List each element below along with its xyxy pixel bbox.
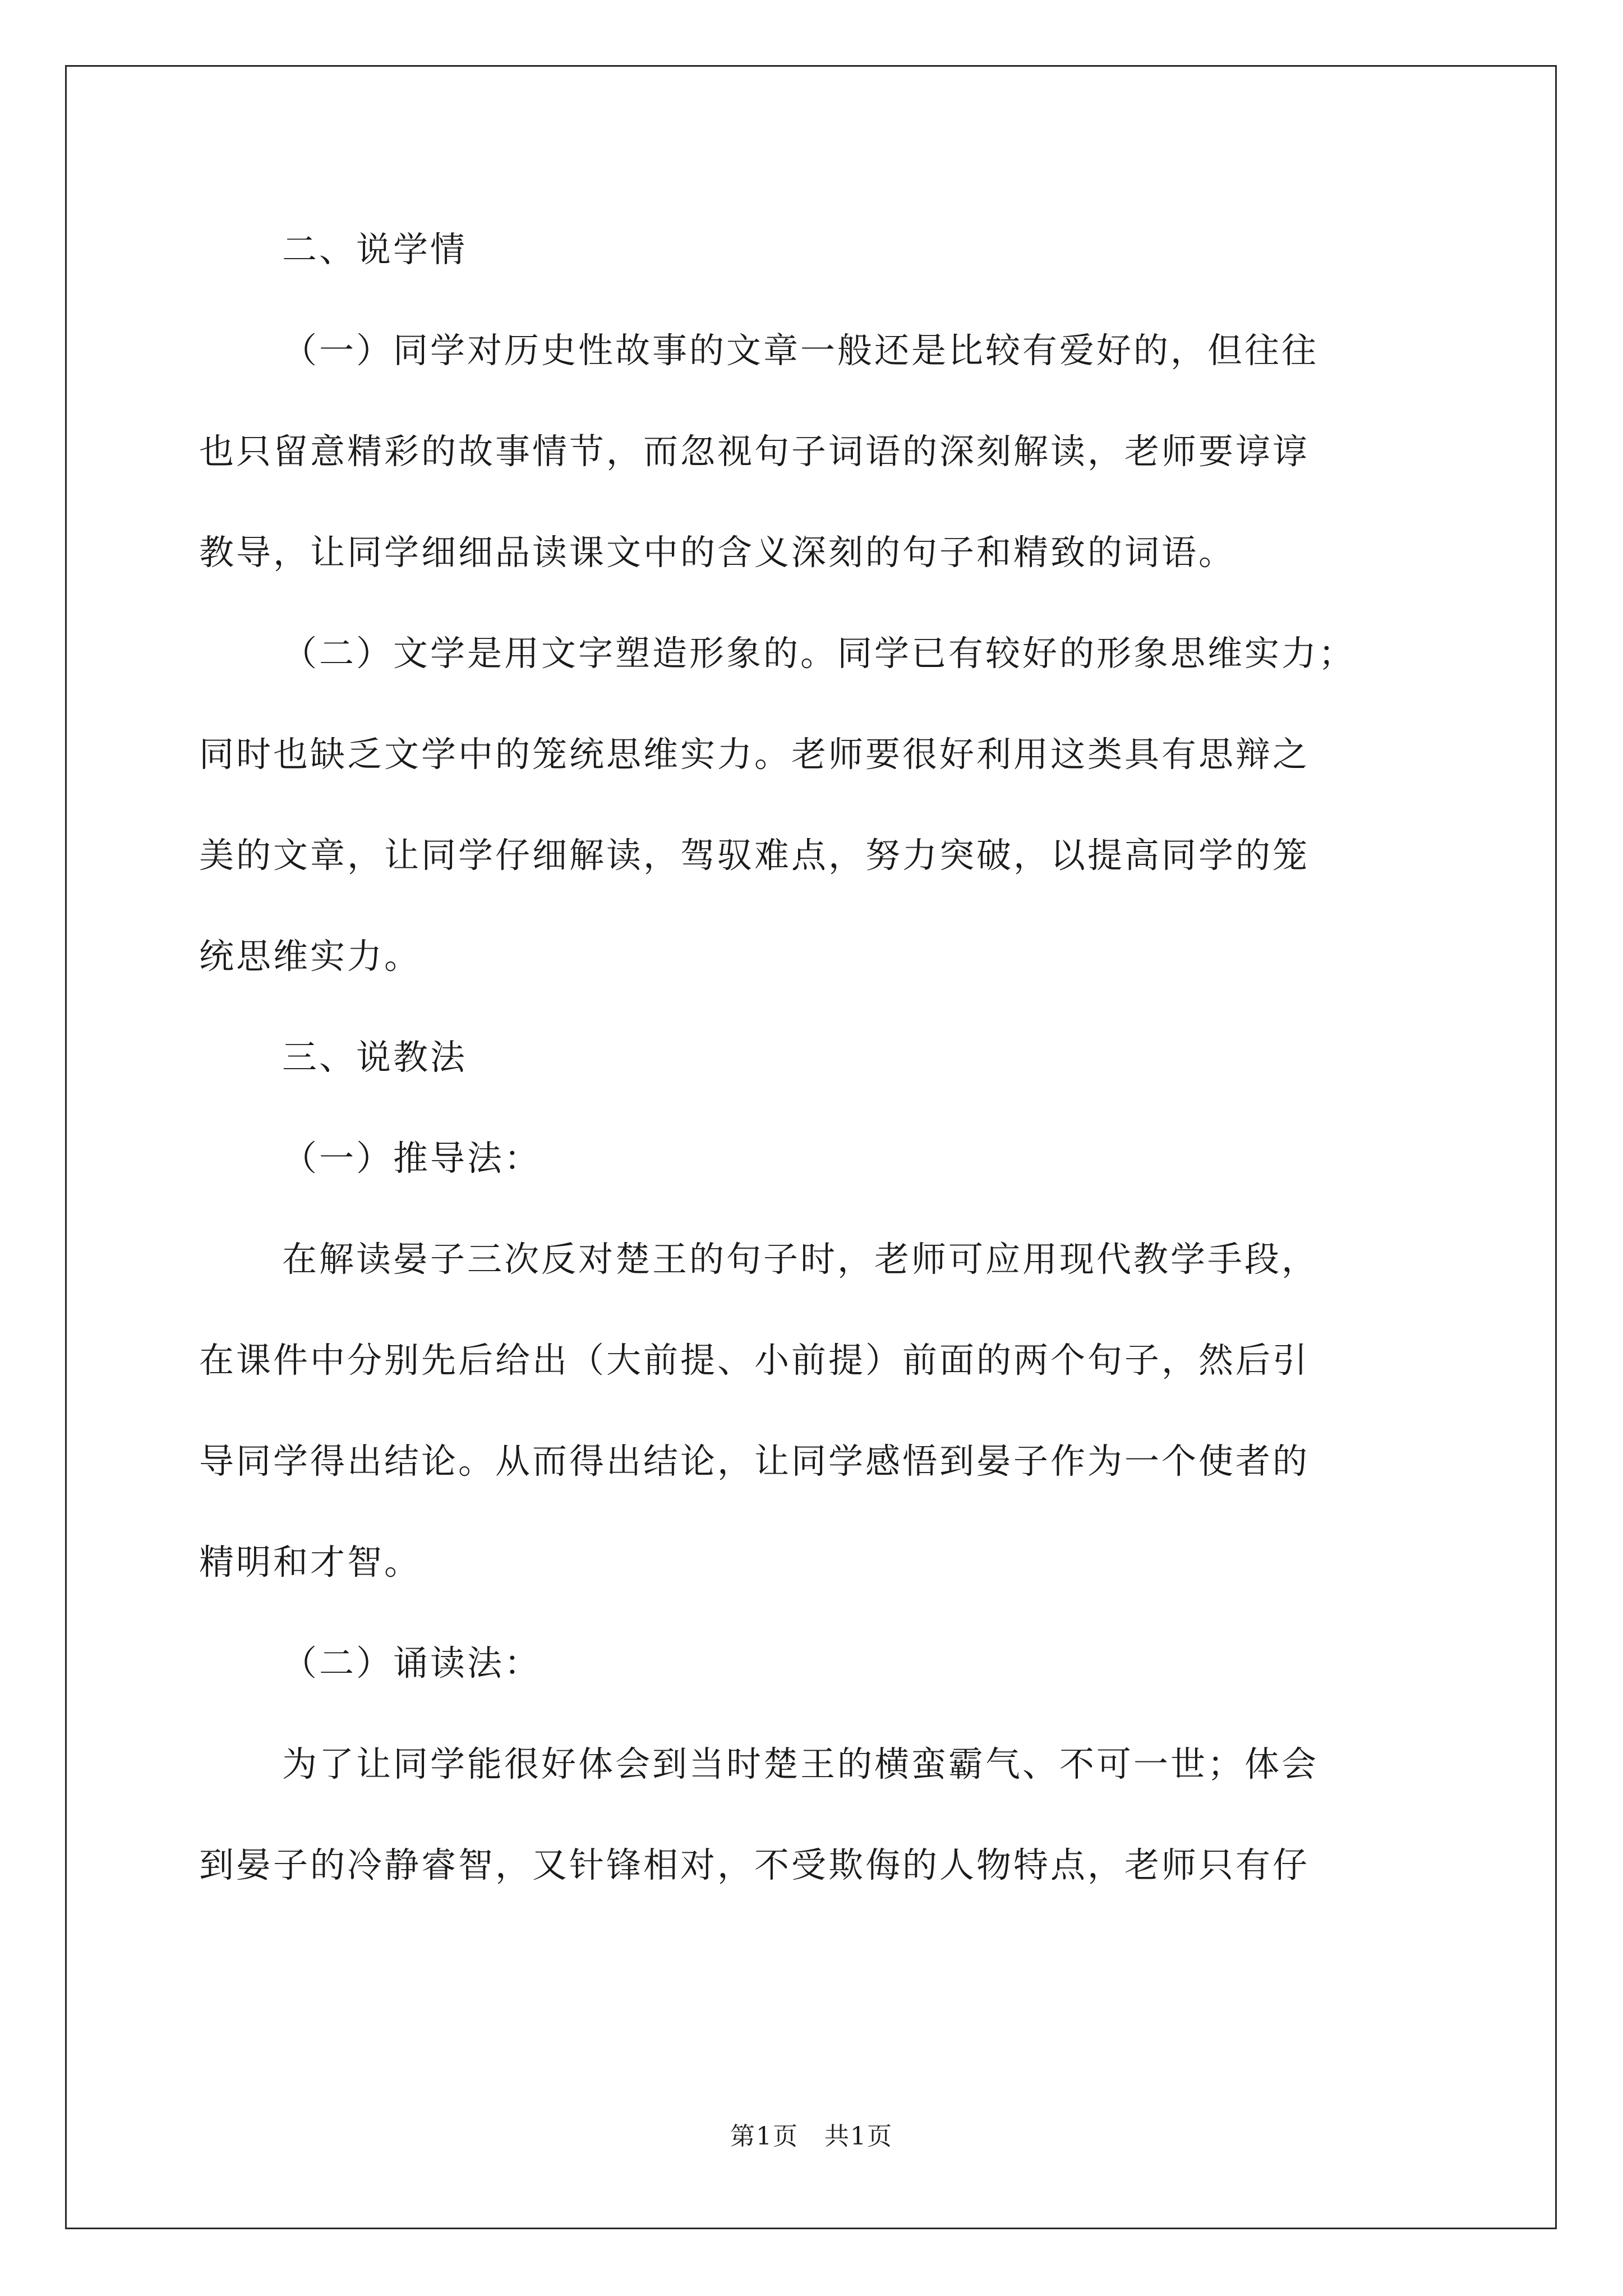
paragraph-line: 精明和才智。	[199, 1542, 422, 1582]
paragraph-line: 统思维实力。	[199, 936, 422, 977]
paragraph-line: （二）文学是用文字塑造形象的。同学已有较好的形象思维实力；	[282, 633, 1356, 674]
section-heading: 二、说学情	[282, 229, 468, 270]
paragraph-line: 在课件中分别先后给出（大前提、小前提）前面的两个句子，然后引	[199, 1340, 1310, 1381]
paragraph-line: 导同学得出结论。从而得出结论，让同学感悟到晏子作为一个使者的	[199, 1441, 1310, 1481]
paragraph-line: 同时也缺乏文学中的笼统思维实力。老师要很好利用这类具有思辩之	[199, 734, 1310, 775]
paragraph-line: 美的文章，让同学仔细解读，驾驭难点，努力突破，以提高同学的笼	[199, 835, 1310, 876]
paragraph-line: 也只留意精彩的故事情节，而忽视句子词语的深刻解读，老师要谆谆	[199, 431, 1310, 472]
document-body	[199, 199, 1424, 1916]
subsection-heading: （一）推导法：	[282, 1138, 542, 1179]
paragraph-line: 为了让同学能很好体会到当时楚王的横蛮霸气、不可一世；体会	[282, 1743, 1319, 1784]
paragraph-line: 到晏子的冷静睿智，又针锋相对，不受欺侮的人物特点，老师只有仔	[199, 1844, 1310, 1885]
section-heading: 三、说教法	[282, 1037, 468, 1078]
subsection-heading: （二）诵读法：	[282, 1642, 542, 1683]
paragraph-line: 教导，让同学细细品读课文中的含义深刻的句子和精致的词语。	[199, 532, 1236, 573]
paragraph-line: 在解读晏子三次反对楚王的句子时，老师可应用现代教学手段，	[282, 1239, 1319, 1280]
page-number: 第1页 共1页	[730, 2122, 893, 2151]
paragraph-line: （一）同学对历史性故事的文章一般还是比较有爱好的，但往往	[282, 330, 1319, 371]
